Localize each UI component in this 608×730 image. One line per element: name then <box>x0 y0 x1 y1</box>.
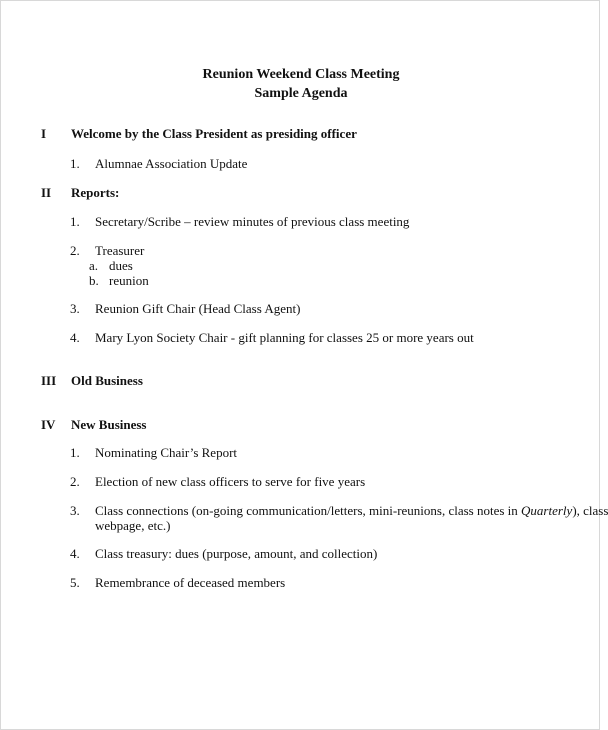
list-item-continuation: webpage, etc.) <box>95 518 171 533</box>
list-item: 1. Secretary/Scribe – review minutes of previous class meeting <box>70 214 410 229</box>
section-title: Reports: <box>71 185 120 200</box>
section-title: Welcome by the Class President as presiding officer <box>71 126 357 141</box>
section-heading <box>41 126 357 142</box>
list-item: 1. Nominating Chair’s Report <box>70 445 238 460</box>
section-heading <box>41 373 143 389</box>
list-item: 1. Alumnae Association Update <box>70 156 248 171</box>
list-item: 4. Mary Lyon Society Chair - gift planning for classes 25 or more years out <box>70 330 474 345</box>
section-title: Old Business <box>71 373 143 388</box>
section-numeral: I <box>41 126 47 141</box>
section-title: New Business <box>71 417 147 432</box>
list-item: 2. Treasurer <box>70 243 145 258</box>
section-numeral: IV <box>41 417 56 432</box>
section-numeral: III <box>41 373 57 388</box>
section-heading <box>41 417 147 433</box>
section-numeral: II <box>41 185 52 200</box>
document-subtitle: Sample Agenda <box>254 86 348 101</box>
document-title: Reunion Weekend Class Meeting <box>202 67 400 82</box>
sub-list-item: a. dues <box>89 258 133 273</box>
list-item: 2. Election of new class officers to serve for five years <box>70 474 366 489</box>
list-item: 5. Remembrance of deceased members <box>70 575 286 590</box>
section-heading <box>41 185 119 201</box>
list-item: 4. Class treasury: dues (purpose, amount, and collection) <box>70 546 378 561</box>
sub-list-item: b. reunion <box>89 273 149 288</box>
list-item: 3. Reunion Gift Chair (Head Class Agent) <box>70 301 301 316</box>
list-item: 3. Class connections (on-going communication/letters, mini-reunions, class notes in Quarterly), class <box>70 503 608 518</box>
